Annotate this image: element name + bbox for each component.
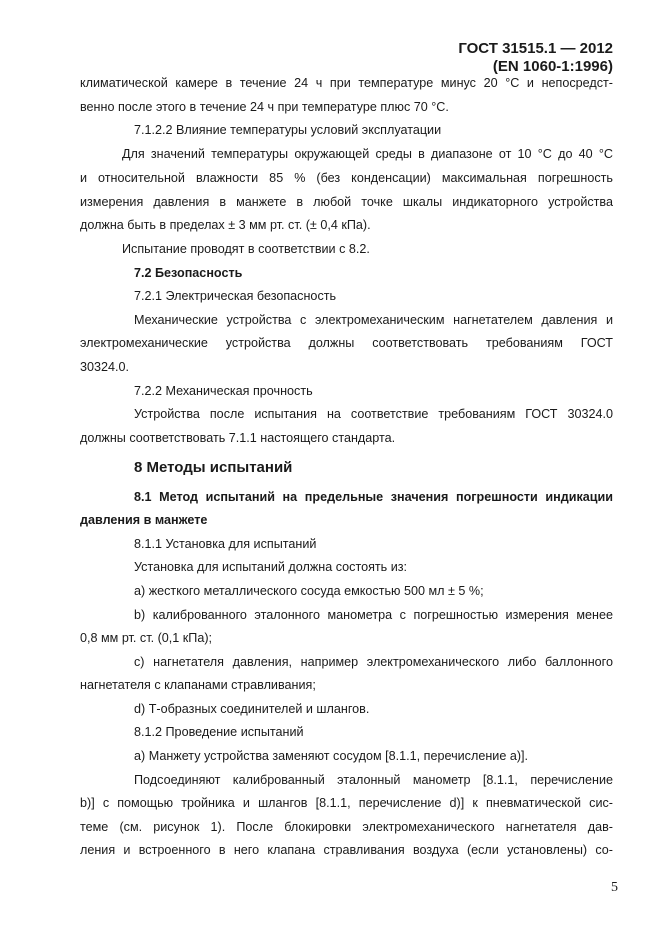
list-item: 0,8 мм рт. ст. (0,1 кПа); <box>80 631 213 645</box>
list-item: a) жесткого металлического сосуда емкостью 500 мл ± 5 %; <box>134 584 484 598</box>
body-line: теме (см. рисунок 1). После блокировки электромеханического нагнетателя дав- <box>80 820 613 834</box>
body-line: Для значений температуры окружающей среды в диапазоне от 10 °С до 40 °С <box>122 147 613 161</box>
section-heading: 7.2 Безопасность <box>134 266 243 280</box>
body-line: должны соответствовать 7.1.1 настоящего стандарта. <box>80 431 396 445</box>
standard-number: ГОСТ 31515.1 — 2012 <box>458 40 613 57</box>
body-line: венно после этого в течение 24 ч при температуре плюс 70 °С. <box>80 100 449 114</box>
body-line: климатической камере в течение 24 ч при температуре минус 20 °С и непосредст- <box>80 76 613 90</box>
body-line: должна быть в пределах ± 3 мм рт. ст. (± 0,4 кПа). <box>80 218 371 232</box>
standard-equivalent: (EN 1060-1:1996) <box>492 58 613 75</box>
list-item: b) калиброванного эталонного манометра с погрешностью измерения менее <box>134 608 613 622</box>
body-line: и относительной влажности 85 % (без конденсации) максимальная погрешность <box>80 171 613 185</box>
list-item: c) нагнетателя давления, например электромеханического либо баллонного <box>134 655 613 669</box>
body-line: b)] с помощью тройника и шлангов [8.1.1, перечисление d)] к пневматической сис- <box>80 796 613 810</box>
clause-heading: 7.1.2.2 Влияние температуры условий эксплуатации <box>134 123 442 137</box>
list-item: нагнетателя с клапанами стравливания; <box>80 678 316 692</box>
section-heading: давления в манжете <box>80 513 208 527</box>
chapter-heading: 8 Методы испытаний <box>134 459 293 476</box>
body-line: Установка для испытаний должна состоять из: <box>134 560 408 574</box>
clause-heading: 7.2.1 Электрическая безопасность <box>134 289 337 303</box>
clause-heading: 8.1.2 Проведение испытаний <box>134 725 304 739</box>
section-heading: 8.1 Метод испытаний на предельные значения погрешности индикации <box>134 490 613 504</box>
body-line: измерения давления в манжете в любой точке шкалы индикаторного устройства <box>80 195 613 209</box>
body-line: 30324.0. <box>80 360 130 374</box>
body-line: Механические устройства с электромеханическим нагнетателем давления и <box>134 313 613 327</box>
page-number: 5 <box>611 880 618 895</box>
clause-heading: 7.2.2 Механическая прочность <box>134 384 313 398</box>
body-line: Устройства после испытания на соответствие требованиям ГОСТ 30324.0 <box>134 407 613 421</box>
body-line: Подсоединяют калиброванный эталонный манометр [8.1.1, перечисление <box>134 773 613 787</box>
list-item: d) Т-образных соединителей и шлангов. <box>134 702 370 716</box>
list-item: a) Манжету устройства заменяют сосудом [8.1.1, перечисление a)]. <box>134 749 529 763</box>
clause-heading: 8.1.1 Установка для испытаний <box>134 537 317 551</box>
body-line: ления и встроенного в него клапана стравливания воздуха (если установлены) со- <box>80 843 613 857</box>
body-line: электромеханические устройства должны соответствовать требованиям ГОСТ <box>80 336 613 350</box>
body-line: Испытание проводят в соответствии с 8.2. <box>122 242 370 256</box>
